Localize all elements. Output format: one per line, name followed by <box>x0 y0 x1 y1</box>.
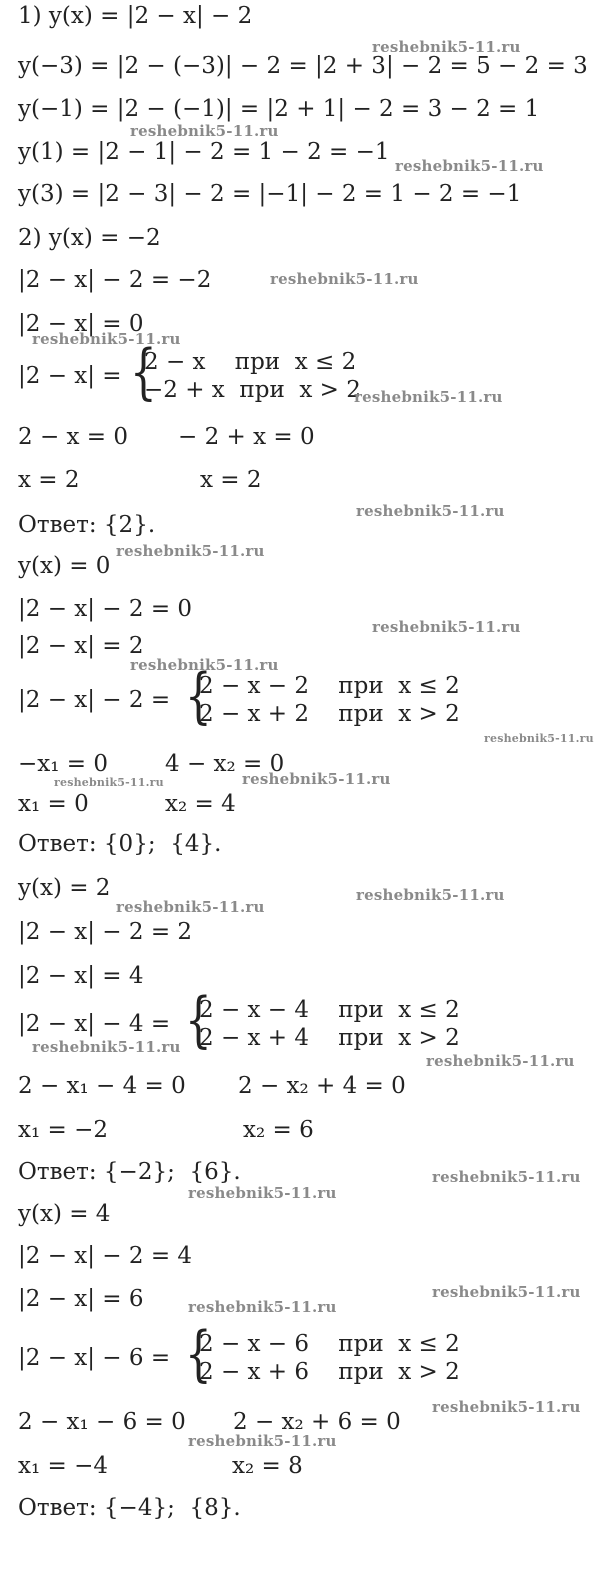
equation-line: Ответ: {−4}; {8}. <box>18 1495 241 1521</box>
watermark: reshebnik5-11.ru <box>270 270 419 288</box>
equation-line: 2) y(x) = −2 <box>18 225 161 251</box>
equation-line: |2 − x| = 6 <box>18 1286 144 1312</box>
watermark: reshebnik5-11.ru <box>372 38 521 56</box>
watermark: reshebnik5-11.ru <box>354 388 503 406</box>
equation-line: |2 − x| − 2 = 2 <box>18 919 193 945</box>
system-lhs: |2 − x| = <box>18 363 129 389</box>
watermark: reshebnik5-11.ru <box>188 1432 337 1450</box>
equation-line: 1) y(x) = |2 − x| − 2 <box>18 3 253 29</box>
equation-line: |2 − x| = 0 <box>18 311 144 337</box>
watermark: reshebnik5-11.ru <box>372 618 521 636</box>
system-lhs: |2 − x| − 4 = <box>18 1011 178 1037</box>
equation-line: Ответ: {0}; {4}. <box>18 831 222 857</box>
equation-line: x₁ = −4 <box>18 1453 108 1479</box>
equation-line: y(x) = 2 <box>18 875 111 901</box>
watermark: reshebnik5-11.ru <box>432 1168 581 1186</box>
equation-line: x₁ = −2 <box>18 1117 108 1143</box>
watermark: reshebnik5-11.ru <box>188 1298 337 1316</box>
system-brace: { <box>185 1319 212 1389</box>
watermark: reshebnik5-11.ru <box>116 898 265 916</box>
watermark: reshebnik5-11.ru <box>130 656 279 674</box>
system-brace: { <box>185 661 212 731</box>
equation-line: y(1) = |2 − 1| − 2 = 1 − 2 = −1 <box>18 139 390 165</box>
watermark: reshebnik5-11.ru <box>188 1184 337 1202</box>
equation-line-right: − 2 + x = 0 <box>178 424 315 450</box>
watermark: reshebnik5-11.ru <box>432 1283 581 1301</box>
equation-line: x = 2 <box>18 467 80 493</box>
equation-line: |2 − x| − 2 = 0 <box>18 596 193 622</box>
system-case-1: 2 − x − 2 при x ≤ 2 <box>199 673 460 699</box>
equation-line: y(x) = 0 <box>18 553 111 579</box>
watermark: reshebnik5-11.ru <box>32 1038 181 1056</box>
equation-line: 2 − x₁ − 4 = 0 <box>18 1073 186 1099</box>
watermark: reshebnik5-11.ru <box>356 886 505 904</box>
system-brace: { <box>185 985 212 1055</box>
equation-line-right: x₂ = 4 <box>165 791 236 817</box>
equation-line: y(3) = |2 − 3| − 2 = |−1| − 2 = 1 − 2 = −1 <box>18 181 522 207</box>
equation-line: x₁ = 0 <box>18 791 89 817</box>
watermark: reshebnik5-11.ru <box>395 157 544 175</box>
watermark: reshebnik5-11.ru <box>116 542 265 560</box>
system-brace: { <box>130 337 157 407</box>
equation-line: 2 − x₁ − 6 = 0 <box>18 1409 186 1435</box>
equation-line-right: x₂ = 8 <box>232 1453 303 1479</box>
equation-line: |2 − x| = 2 <box>18 633 144 659</box>
equation-line: −x₁ = 0 <box>18 751 108 777</box>
equation-line: |2 − x| − 2 = −2 <box>18 267 212 293</box>
equation-line-right: x₂ = 6 <box>243 1117 314 1143</box>
system-case-1: 2 − x при x ≤ 2 <box>144 349 357 375</box>
system-lhs: |2 − x| − 2 = <box>18 687 178 713</box>
watermark: reshebnik5-11.ru <box>32 330 181 348</box>
system-case-2: 2 − x + 2 при x > 2 <box>199 701 460 727</box>
system-case-2: 2 − x + 6 при x > 2 <box>199 1359 460 1385</box>
watermark: reshebnik5-11.ru <box>242 770 391 788</box>
watermark: reshebnik5-11.ru <box>130 122 279 140</box>
equation-line: Ответ: {2}. <box>18 512 156 538</box>
equation-line: y(x) = 4 <box>18 1201 111 1227</box>
system-case-2: 2 − x + 4 при x > 2 <box>199 1025 460 1051</box>
equation-line: y(−1) = |2 − (−1)| = |2 + 1| − 2 = 3 − 2 = 1 <box>18 96 540 122</box>
system-lhs: |2 − x| − 6 = <box>18 1345 178 1371</box>
equation-line: y(−3) = |2 − (−3)| − 2 = |2 + 3| − 2 = 5 − 2 = 3 <box>18 53 588 79</box>
equation-line: |2 − x| = 4 <box>18 963 144 989</box>
system-case-1: 2 − x − 4 при x ≤ 2 <box>199 997 460 1023</box>
equation-line-right: 2 − x₂ + 6 = 0 <box>233 1409 401 1435</box>
equation-line-right: x = 2 <box>200 467 262 493</box>
watermark: reshebnik5-11.ru <box>484 732 594 745</box>
watermark: reshebnik5-11.ru <box>356 502 505 520</box>
watermark: reshebnik5-11.ru <box>54 776 164 789</box>
watermark: reshebnik5-11.ru <box>432 1398 581 1416</box>
watermark: reshebnik5-11.ru <box>426 1052 575 1070</box>
equation-line-right: 4 − x₂ = 0 <box>165 751 285 777</box>
equation-line-right: 2 − x₂ + 4 = 0 <box>238 1073 406 1099</box>
system-case-1: 2 − x − 6 при x ≤ 2 <box>199 1331 460 1357</box>
equation-line: Ответ: {−2}; {6}. <box>18 1159 241 1185</box>
equation-line: |2 − x| − 2 = 4 <box>18 1243 193 1269</box>
system-case-2: −2 + x при x > 2 <box>144 377 361 403</box>
equation-line: 2 − x = 0 <box>18 424 129 450</box>
